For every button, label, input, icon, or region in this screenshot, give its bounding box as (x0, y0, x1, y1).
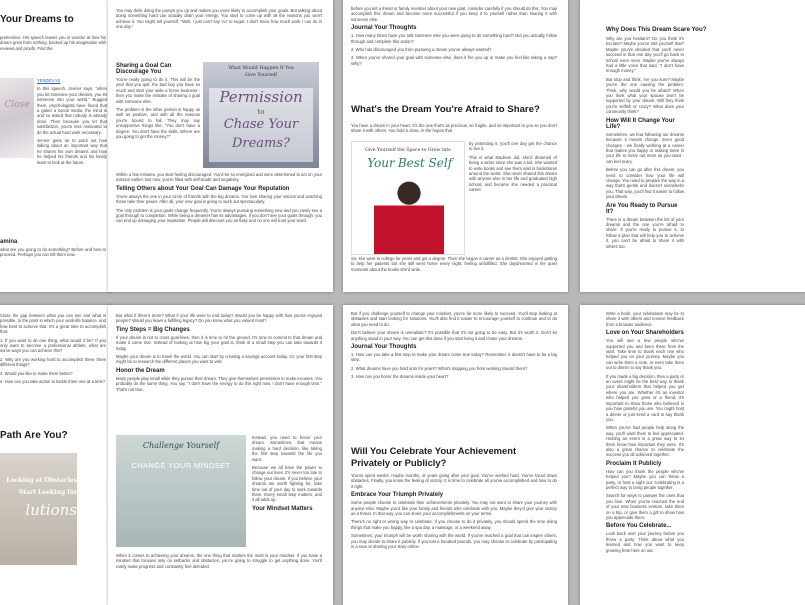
section-heading: Sharing a Goal Can Discourage You (116, 63, 172, 75)
image-line: Challenge Yourself (142, 441, 220, 450)
journal-question: 3. How can you honor the dreams inside your heart? (351, 374, 449, 380)
paragraph: Sometimes, your triumph will be worth sharing with the world. If you've reached a goal that can inspire others, you may decide to share it publicly. If you lost a hundred pounds, you may choose to celebrate by participating in a race or sharing your story online. (351, 533, 557, 550)
section-heading: Embrace Your Triumph Privately (351, 492, 444, 499)
image-line: Your (367, 156, 395, 170)
paragraph: Don't believe your dream is unrealistic? It's possible that it's not going to be easy. But it's worth it. Don't let anything stand in your way. You can get this done if you start living it and chase your dreams. (351, 330, 557, 341)
paragraph: But if you challenge yourself to change your mindset, you're far more likely to succeed. You'll stop looking at obstacles and start looking for solutions. You'll also find it easier to encourage yourself to continue and to do what you need to do. (351, 311, 557, 327)
section-heading: Tiny Steps = Big Changes (116, 326, 190, 333)
image-line: lutions (25, 501, 77, 519)
paragraph: 1. If you want to do one thing, what would it be? If you only want to become a professional athlete, what are some ways you can achieve this? (0, 337, 106, 354)
page-title: Your Dreams to (0, 14, 74, 25)
paragraph: When it comes to achieving your dreams, the one thing that matters the most is your mindset. If you have a mindset that focuses only on setbacks and obstacles, you're going to struggle to get anything done. You'll rarely make progress and constantly feel defeated. (116, 553, 322, 569)
paragraph: You have a dream in your heart. It's the one that's as precious, so fragile, and so important to you so you don't share it with others. You hold it close, in the hopes that (351, 123, 557, 134)
paragraph: Many people play small while they pursue their dream. They give themselves permission to make excuses. You probably do the same thing. You say, "I don't have the energy to do this right now. I don't have enough time." That's not true. (116, 375, 322, 392)
paragraph: by protecting it, you'll one day get the chance to live it. (469, 141, 557, 152)
image-caption: Close (4, 100, 30, 110)
paragraph: So, she went to college for years and got a degree. Then she began a career as a dentist. She enjoyed getting to help her patients but she still went home every night, feeling unfulfilled. She daydreamed in the quiet moments about the books she'd write. (351, 256, 557, 272)
image-line: Give Yourself the Space to Grow into (365, 148, 451, 153)
paragraph: Why are you hesitant? Do you think it's too late? Maybe you've told yourself that? Maybe you've decided that you'll never succeed in that one day you'll go back to school even more. Maybe you've always had a little voice that said, "I don't have enough money." (606, 36, 684, 74)
section-heading: amina (0, 239, 18, 245)
paragraph: Maybe your dream is to travel the world. You can start by creating a savings account today. Or, your first step might be to research the different places you want to visit. (116, 354, 322, 365)
best-self-image (351, 141, 465, 255)
journal-question: 1. How can you take a first step to make your dream come true today? Remember, it doesn't have to be a big step. (351, 352, 557, 363)
person-figure (374, 176, 444, 254)
image-line: CHANGE YOUR MINDSET (131, 461, 231, 470)
image-line: Give Yourself (244, 73, 278, 78)
paragraph: what are you going to do something? Before and how to proceed. Perhaps you can tell them now. (0, 247, 106, 258)
section-heading: Are You Ready to Pursue It? (606, 202, 678, 215)
journal-question: 3. When you've shared your goal with someone else, does it fire you up or make you feel like taking a nap? Why? (351, 55, 557, 66)
paragraph: Within a few minutes, you start feeling discouraged. You'd be so energized and were determined to act on your mission earlier. But now, you're filled with self-doubt and negativity. (116, 172, 322, 183)
section-heading: Honor the Dream (116, 367, 165, 374)
image-line: What Would Happen If You (228, 66, 294, 71)
paragraph: The only problem is your goals change frequently. You're always pursuing something new and you rarely see a goal through to completion. While being a dreamer has its advantages, if you don't see your goals through, you can end up damaging your reputation. People will discount you as flaky and no one will trust your word. (116, 207, 322, 224)
paragraph: If you made a big decision, then a party or an event might be the best way to thank your shareholders that helped you get where you are. Whether it's an investor who helped you grow or a friend, it's important to show those who believed in you how grateful you are. You might host a dinner or just send a card to say thank you. (606, 373, 684, 422)
page-title: Will You Celebrate Your Achievement Privately or Publicly? (351, 445, 517, 468)
paragraph: Search for ways to pamper the ones that you love. When you've reached the end of your new business venture, take them on a trip, or give them a gift to show how you appreciate them. (606, 493, 684, 520)
image-line: Start Looking for (18, 489, 77, 496)
paragraph: The problem is the other person is happy as well as positive, and with all the reasons you're bound to fail. They may say unsupportive things like, "You don't have a degree. You don't have the skills. Where are you going to get the money?" (116, 107, 200, 140)
paragraph: Close the gap between what you can see and what is possible, to the point in which your work-life balance, and how best to achieve that. It's a great time to accomplish that. (0, 313, 106, 335)
image-line: Chase Your (223, 117, 299, 132)
paragraph: Look back over your journey before you throw a party. Think about what you learned and how you want to keep growing from here on out. (606, 531, 684, 553)
image-line: Dreams? (231, 136, 291, 151)
document-page-3 (343, 0, 568, 292)
solutions-image (0, 453, 77, 565)
paragraph: This is what Madison did, she'd dreamed of being a writer since she was a kid. She wanted to write books and see them sold in bookstores around the world. She never shared this dream with anyone else in her life and graduated high school, and became she needed a practical career. (469, 154, 557, 193)
paragraph: You've spent weeks, maybe months, or years going after your goal. You've worked hard. You've faced down obstacles. Finally, you know the feeling of victory. It is time to celebrate all you've accomplished and how to do it right. (351, 473, 557, 489)
page-title: What's the Dream You're Afraid to Share? (351, 104, 540, 115)
section-heading: Journal Your Thoughts (351, 344, 417, 351)
paragraph: 2. Why are you working hard to accomplish these three different things? (0, 356, 106, 368)
paragraph: But stop and think. Are you sure? Maybe you're the one causing the problem. Think, why would you be afraid? When you think what your spouse won't be supported by your dream. Will they think you're selfish or crazy? What does your community think? (606, 76, 684, 115)
document-page-4 (580, 0, 805, 292)
journal-question: 2. What dreams have you held onto for years? What's stopping you from working toward them? (351, 365, 528, 371)
paragraph: You're really going to do it. This will be the year that you quit, the bad boy you have so much and start your wide a home business - then you make the mistake of sharing a goal with someone else. (116, 77, 200, 104)
source-link[interactable]: YESDEV.YS (37, 78, 61, 83)
document-page-7 (343, 305, 568, 605)
document-page-6 (108, 305, 333, 605)
paragraph: You will see a few people who've supported you and been there from the start. Take time to thank each one who helped you on your journey. Maybe you can write them a note, or even take them out to dinner to say thank you. (606, 338, 684, 371)
paragraph: Some people choose to celebrate their achievements privately. You may not want to share your journey with anyone else. Maybe you'd like your family and friends who celebrate with you. Maybe they'd give your victory as a threat. In that way, you can share your accomplishments on your terms. (351, 500, 557, 517)
change-mindset-image (116, 435, 246, 547)
paragraph: There is a dream between the list of your dreams and the one you're afraid to share. If you're ready to pursue it, to follow a plan that will help you to achieve it, you can't be afraid to share it with others too. (606, 216, 684, 249)
image-line: Looking at Obstacles (6, 477, 77, 484)
section-heading: Journal Your Thoughts (351, 25, 417, 32)
paragraph: Instead, you need to honor your dream. Sometimes, that means making a hard decision, like taking the first step towards the life you want. (252, 435, 322, 462)
paragraph: Jenner goes on to point out how talking about an important way that he shares his own dreams and how he helped his friends and his family learn to look at the future. (37, 138, 107, 165)
section-heading: Love on Your Shareholders (606, 330, 684, 337)
paragraph: You're always the one in your circle of friends with the big dreams. You love sharing your visions and watching these take their power. After all, your new goal is going to work out spectacularly. (116, 193, 322, 205)
paragraph: In this speech, Jenner says, "when you let someone your dreams, you let someone into your world." Bugged them, psychologists have found that a gated a social media, the mind is and so tested that nobody is already done. Then because you let that satisfaction, you're less motivated to do the actual hard work necessary. (37, 86, 107, 135)
document-page-2 (108, 0, 333, 292)
paragraph: Sometimes, we fear following our dreams because it means change. Even good changes - we finally working at a career that makes you happy or making more in your life to move out more as you want - can feel scary. (606, 131, 684, 164)
paragraph: 3. Would you like to make them better? (0, 370, 73, 376)
page-title: Path Are You? (0, 430, 68, 441)
image-line: Permission (219, 88, 303, 106)
paragraph: When you've had people help along the way, you'll want them to feel appreciated. Hosting an event is a great way to let them know how important they were. It's also a great chance to celebrate the success you all achieved together. (606, 425, 684, 458)
document-page-1 (0, 0, 112, 292)
section-heading: Proclaim It Publicly (606, 460, 662, 467)
paragraph: You may think doing the pumps you up and makes you more likely to accomplish your goals. But talking about doing something hard can actually drain your energy. You start to come up with all the reasons you won't achieve it. You might tell yourself, "Well, I just can't say 'no' to sugar. I don't know how much work I can do in one day." (116, 8, 322, 30)
journal-question: 1. How many times have you told someone else you were going to do something hard? Did you actually follow through and complete this action? (351, 33, 557, 44)
paragraph: How can you thank the people who've helped you? Maybe you can throw a party, or host a night out. Celebrating is a perfect way to bring people together. (606, 468, 684, 490)
document-page-8 (580, 305, 805, 605)
section-heading: Your Mindset Matters (252, 505, 313, 512)
paragraph: Because we all have the power to change our lives. It's never too late to follow your dream. If you believe your dreams are worth fighting for, take time out of your day to work towards them. Every small step matters, and it all adds up. (252, 465, 322, 503)
paragraph: 4. How can you take action to tackle them one at a time? (0, 379, 106, 385)
image-line: Best Self (397, 156, 453, 170)
section-heading: Telling Others about Your Goal Can Damage Your Reputation (116, 185, 290, 192)
paragraph: But what if there's more? What if your life were to end today? Would you be happy with how you've enjoyed people? Would you leave a fulfilling legacy? Do you know what you valued most? (116, 313, 322, 324)
permission-image (203, 62, 319, 168)
paragraph: Before you can go after this dream, you need to consider how your life will change. You need to prepare the way in a way that's gentle and doesn't overwhelm you. That way, you'll find it easier to follow your dream. (606, 167, 684, 200)
document-page-5 (0, 305, 112, 605)
image-line: to (257, 108, 265, 116)
paragraph: prehensive. His speech leaves you in wonder at how his dream grew from nothing, backed up his imagination with reviews and proofs. Find the (0, 35, 106, 51)
close-image (0, 78, 34, 158)
journal-question: 2. Who has discouraged you from pursuing a dream you've always wanted? (351, 47, 492, 53)
section-heading: How Will It Change Your Life? (606, 117, 675, 130)
page-title: Why Does This Dream Scare You? (606, 26, 707, 33)
section-heading: Before You Celebrate... (606, 523, 672, 530)
paragraph: If your dream is not to cross goal-lines, then it is time to hit the ground. It's time to commit to that dream and make it come true. Instead of looking at how big your goal is, think of a small step you can take towards it today. (116, 334, 322, 351)
paragraph: There's no right or wrong way to celebrate. If you choose to do it privately, you should spend the time doing things that make you happy, like a spa day, a massage, or a weekend away. (351, 519, 557, 530)
paragraph: Write a book, your celebration may be to share it with others and receive feedback from a broader audience. (606, 311, 684, 327)
paragraph: before you tell a friend or family member about your new goal, consider carefully if you should do this. You may accomplish this dream and become more successful if you keep it to yourself rather than sharing it with someone else. (351, 6, 557, 22)
